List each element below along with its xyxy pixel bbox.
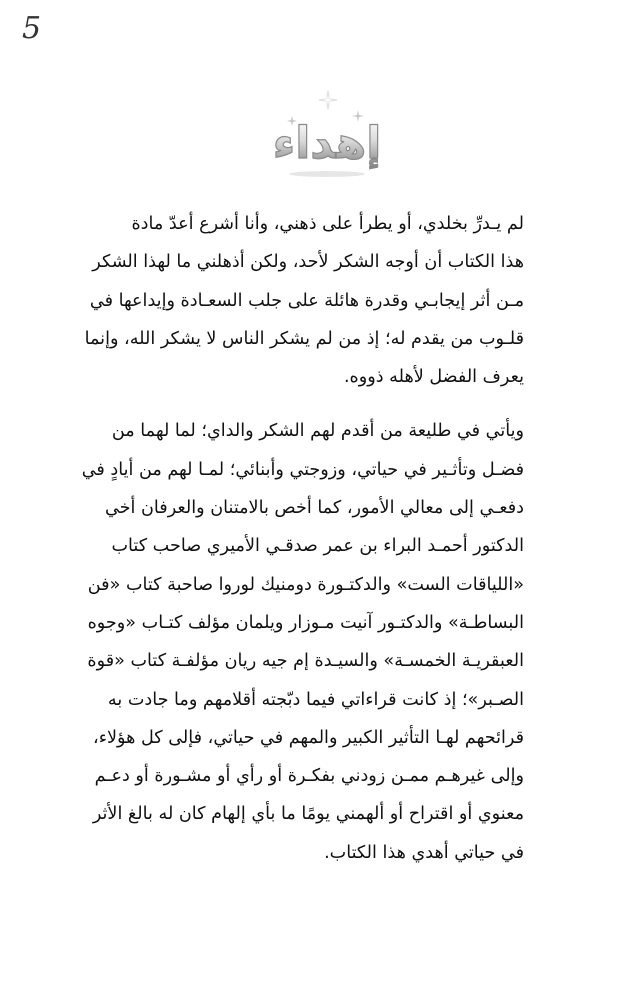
text-line: في حياتي أهدي هذا الكتاب. (324, 842, 524, 863)
text-line: لم يـدرِّ بخلدي، أو يطرأ على ذهني، وأنا أشرع أعدّ مادة (131, 214, 524, 234)
text-line: معنوي أو اقتراح أو ألهمني يومًا ما بأي إلهام كان له بالغ الأثر (92, 804, 524, 825)
paragraph-2 (81, 412, 524, 872)
text-line: فضـل وتأثـير في حياتي، وزوجتي وأبنائي؛ لمـا لهم من أيادٍ في (81, 459, 524, 480)
text-line: قرائحهم لهـا التأثير الكبير والمهم في حياتي، فإلى كل هؤلاء، (93, 727, 524, 748)
text-line: الصـبر»؛ إذ كانت قراءاتي فيما دبّجته أقلامهم وما جادت به (107, 689, 524, 710)
dedication-title: إهداء (272, 118, 382, 169)
dedication-body (81, 205, 524, 872)
text-line: هذا الكتاب أن أوجه الشكر لأحد، ولكن أذهلني ما لهذا الشكر (92, 252, 524, 273)
text-line: البساطـة» والدكتـور آنيت مـوزار ويلمان مؤلف كتـاب «وجوه (87, 612, 524, 633)
text-line: وإلى غيرهـم ممـن زودني بفكـرة أو رأي أو مشـورة أو دعـم (94, 766, 524, 787)
text-line: مـن أثر إيجابـي وقدرة هائلة على جلب السعـادة وإيداعها في (89, 290, 524, 311)
text-line: دفعـي إلى معالي الأمور، كما أخص بالامتنان والعرفان أخي (104, 498, 524, 519)
text-line: قلـوب من يقدم له؛ إذ من لم يشكر الناس لا يشكر الله، وإنما (84, 328, 524, 349)
page-number: 5 (22, 11, 42, 46)
text-line: العبقريـة الخمسـة» والسيـدة إم جيه ريان مؤلفـة كتاب «قوة (87, 651, 524, 672)
text-line: يعرف الفضل لأهله ذووه. (343, 367, 524, 388)
text-line: «اللياقات الست» والدكتـورة دومنيك لوروا صاحبة كتاب «فن (87, 574, 524, 595)
text-line: ويأتي في طليعة من أقدم لهم الشكر والداي؛ لما لهما من (111, 421, 524, 442)
paragraph-1 (84, 205, 524, 396)
text-line: الدكتور أحمـد البراء بن عمر صدقـي الأميري صاحب كتاب (111, 536, 524, 557)
dedication-title-calligraphy (262, 88, 392, 180)
